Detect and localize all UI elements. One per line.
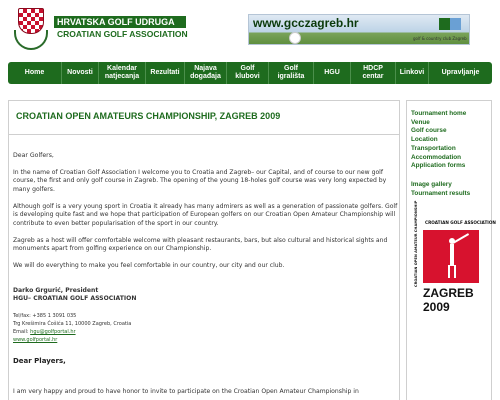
title-divider (9, 134, 400, 135)
sidebar-link-venue[interactable]: Venue (411, 118, 430, 126)
club-logo-icon (439, 18, 461, 30)
association-logo[interactable] (18, 8, 203, 52)
players-paragraph: I am very happy and proud to have honor to invite to participate on the Croatian Open Amateur Championship in (13, 388, 359, 395)
brand-name-english: CROATIAN GOLF ASSOCIATION (57, 29, 188, 39)
tournament-links (411, 110, 491, 198)
golf-paragraph: Although golf is a very young sport in Croatia it already has many admirers as well as a generation of passionate golfers. Golf is developing quite fast and we hope that participation of European golfers on our Croatian Open Amateur Championship will contribute to even better popularisation of the sport in our country. (13, 203, 398, 227)
championship-poster[interactable] (411, 200, 496, 314)
sidebar-gap (411, 171, 491, 181)
email-link[interactable]: hgu@golfportal.hr (30, 329, 76, 335)
page-title: CROATIAN OPEN AMATEURS CHAMPIONSHIP, ZAGREB 2009 (16, 111, 281, 121)
sidebar-link-application-forms[interactable]: Application forms (411, 162, 466, 170)
sidebar-link-golf-course[interactable]: Golf course (411, 127, 447, 135)
poster-red-panel (423, 230, 479, 283)
closing-paragraph: We will do everything to make you feel comfortable in our country, our city and our club. (13, 262, 285, 269)
website-row (13, 337, 399, 344)
nav-rezultati[interactable]: Rezultati (146, 62, 185, 84)
logo-ring (14, 30, 48, 50)
sidebar-link-transportation[interactable]: Transportation (411, 144, 456, 152)
email-label: Email: (13, 329, 29, 335)
main-nav (8, 62, 492, 84)
contact-address: Trg Krešimira Ćošića 11, 10000 Zagreb, Croatia (13, 321, 132, 327)
brand-name-croatian: HRVATSKA GOLF UDRUGA (54, 16, 186, 28)
sidebar-link-accommodation[interactable]: Accommodation (411, 153, 462, 161)
nav-najava[interactable]: Najava događaja (185, 62, 227, 84)
signature-org: HGU– CROATIAN GOLF ASSOCIATION (13, 295, 137, 302)
signature-name: Darko Grgurić, President (13, 287, 99, 294)
contact-tel: Tel/fax: +385 1 3091 035 (13, 313, 77, 319)
sidebar-link-image-gallery[interactable]: Image gallery (411, 180, 452, 188)
sidebar-link-tournament-results[interactable]: Tournament results (411, 189, 471, 197)
welcome-paragraph: In the name of Croatian Golf Association I welcome you to Croatia and Zagreb– our Capital, and of course to our new golf course, the first and only golf course in Zagreb. The opening of the young 18-holes golf course was very long expected by many golfers. (13, 169, 387, 193)
golf-ball-icon (289, 32, 301, 44)
poster-footer: ZAGREB 2009 (423, 286, 474, 314)
nav-home[interactable]: Home (8, 62, 62, 84)
banner-caption: golf & country club Zagreb (413, 36, 467, 41)
greeting: Dear Golfers, (13, 152, 54, 159)
sidebar-link-location[interactable]: Location (411, 136, 438, 144)
poster-title: CROATIAN GOLF ASSOCIATION (425, 220, 496, 225)
nav-golf-klubovi[interactable]: Golf klubovi (227, 62, 269, 84)
poster-vertical-text: CROATIAN OPEN AMATEUR CHAMPIONSHIP (414, 200, 418, 287)
banner-url: www.gcczagreb.hr (253, 16, 359, 30)
golfer-icon (447, 238, 457, 278)
tournament-sidebar (406, 100, 496, 400)
nav-kalendar[interactable]: Kalendar natjecanja (99, 62, 146, 84)
zagreb-paragraph: Zagreb as a host will offer comfortable welcome with pleasant restaurants, bars, but also cultural and historical sights and monuments apart from golfing experience on our Championship. (13, 237, 388, 253)
dear-players-heading: Dear Players, (13, 357, 66, 365)
website-link[interactable]: www.golfportal.hr (13, 337, 58, 343)
contact-email-row (13, 329, 399, 336)
sidebar-link-tournament-home[interactable]: Tournament home (411, 110, 467, 117)
nav-linkovi[interactable]: Linkovi (396, 62, 429, 84)
nav-novosti[interactable]: Novosti (62, 62, 99, 84)
nav-hgu[interactable]: HGU (314, 62, 351, 84)
gcc-zagreb-banner[interactable] (248, 14, 470, 45)
nav-upravljanje[interactable]: Upravljanje (441, 69, 480, 76)
nav-hdcp-centar[interactable]: HDCP centar (351, 62, 396, 84)
site-header (0, 0, 500, 62)
main-content (8, 100, 400, 400)
nav-golf-igralista[interactable]: Golf igrališta (269, 62, 314, 84)
